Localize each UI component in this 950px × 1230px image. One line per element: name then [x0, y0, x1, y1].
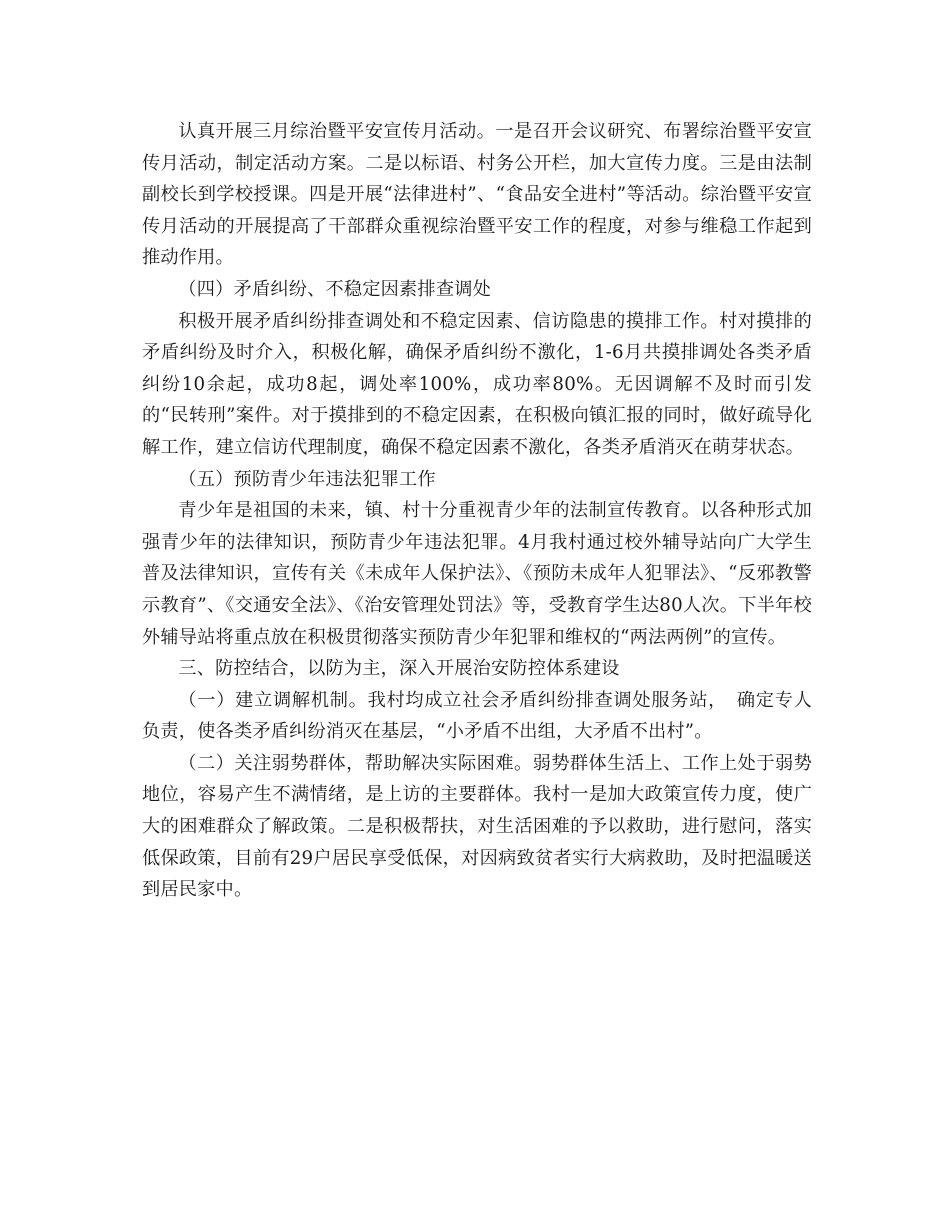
- paragraph-mediation-mechanism: （一）建立调解机制。我村均成立社会矛盾纠纷排查调处服务站， 确定专人负责，使各类矛盾纠纷消灭在基层，“小矛盾不出组，大矛盾不出村”。: [142, 689, 812, 743]
- section-heading-prevention-control-system: 三、防控结合，以防为主，深入开展治安防控体系建设: [178, 658, 620, 680]
- section-heading-dispute-investigation: （四）矛盾纠纷、不稳定因素排查调处: [178, 278, 491, 300]
- paragraph-youth-crime-prevention: 青少年是祖国的未来，镇、村十分重视青少年的法制宣传教育。以各种形式加强青少年的法律知识，预防青少年违法犯罪。4月我村通过校外辅导站向广大学生普及法律知识，宣传有关《未成年人保护法》、《预防未成年人犯罪法》、“反邪教警示教育”、《交通安全法》、《治安管理处罚法》等，受教育学生达80人次。下半年校外辅导站将重点放在积极贯彻落实预防青少年犯罪和维权的“两法两例”的宣传。: [142, 500, 812, 648]
- document-body: [142, 116, 812, 906]
- paragraph-dispute-investigation: 积极开展矛盾纠纷排查调处和不稳定因素、信访隐患的摸排工作。村对摸排的矛盾纠纷及时介入，积极化解，确保矛盾纠纷不激化，1-6月共摸排调处各类矛盾纠纷10余起，成功8起，调处率100%，成功率80%。无因调解不及时而引发的“民转刑”案件。对于摸排到的不稳定因素，在积极向镇汇报的同时，做好疏导化解工作，建立信访代理制度，确保不稳定因素不激化，各类矛盾消灭在萌芽状态。: [142, 310, 812, 458]
- paragraph-publicity-month: 认真开展三月综治暨平安宣传月活动。一是召开会议研究、布署综治暨平安宣传月活动，制定活动方案。二是以标语、村务公开栏，加大宣传力度。三是由法制副校长到学校授课。四是开展“法律进村”、“食品安全进村”等活动。综治暨平安宣传月活动的开展提高了干部群众重视综治暨平安工作的程度，对参与维稳工作起到推动作用。: [142, 121, 812, 269]
- section-heading-youth-crime-prevention: （五）预防青少年违法犯罪工作: [178, 468, 436, 490]
- paragraph-vulnerable-groups: （二）关注弱势群体，帮助解决实际困难。弱势群体生活上、工作上处于弱势地位，容易产生不满情绪，是上访的主要群体。我村一是加大政策宣传力度，使广大的困难群众了解政策。二是积极帮扶，对生活困难的予以救助，进行慰问，落实低保政策，目前有29户居民享受低保，对因病致贫者实行大病救助，及时把温暖送到居民家中。: [142, 752, 812, 901]
